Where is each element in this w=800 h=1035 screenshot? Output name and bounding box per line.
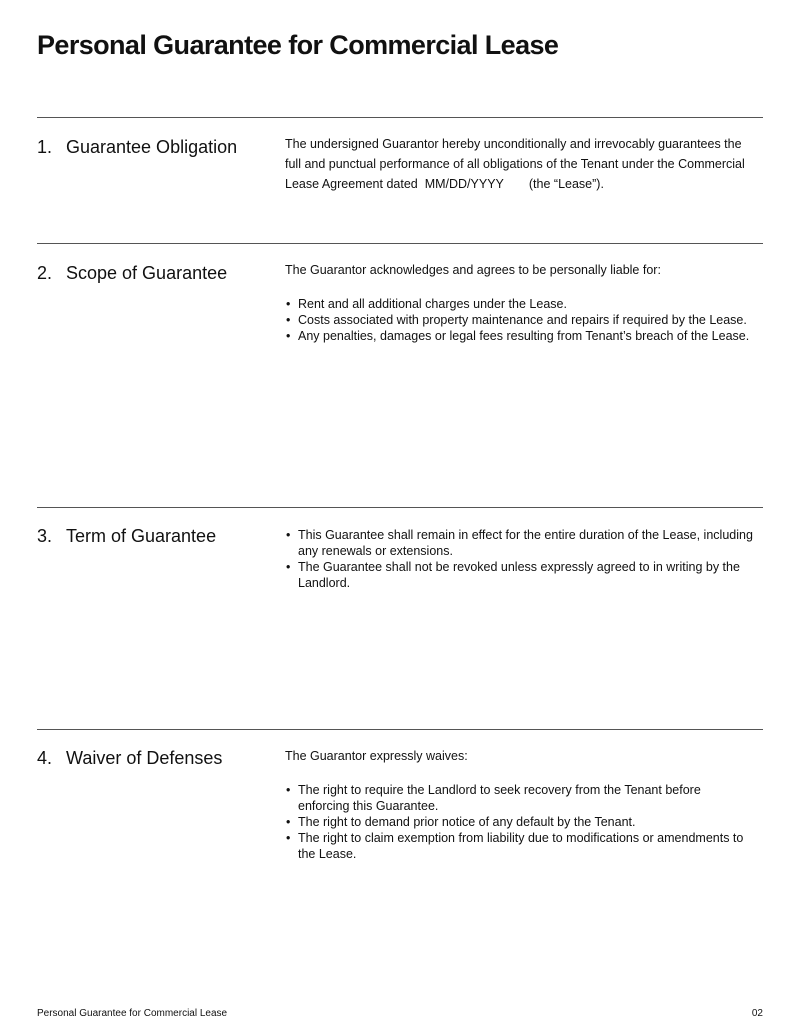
list-item: • The right to demand prior notice of any default by the Tenant.	[285, 814, 755, 830]
section-body	[285, 527, 755, 591]
list-item: • Rent and all additional charges under the Lease.	[285, 296, 755, 312]
bullet-list	[285, 527, 755, 591]
footer-title: Personal Guarantee for Commercial Lease	[37, 1008, 228, 1019]
bullet-list	[285, 296, 755, 344]
section-divider	[37, 243, 763, 244]
document-title: Personal Guarantee for Commercial Lease	[37, 30, 559, 60]
list-item: • Any penalties, damages or legal fees resulting from Tenant’s breach of the Lease.	[285, 328, 755, 344]
list-item: • The right to claim exemption from liability due to modifications or amendments to the Lease.	[285, 830, 755, 862]
section-number: 1.	[37, 137, 53, 157]
obligation-text-end: (the “Lease”).	[528, 177, 604, 191]
section-body	[285, 748, 755, 862]
list-item: • This Guarantee shall remain in effect for the entire duration of the Lease, including any renewals or extensions.	[285, 527, 755, 559]
page-number: 02	[751, 1008, 763, 1019]
section-lead: The Guarantor acknowledges and agrees to be personally liable for:	[285, 263, 661, 277]
section-divider	[37, 729, 763, 730]
obligation-text: The undersigned Guarantor hereby unconditionally and irrevocably guarantees the full and punctual performance of all obligations of the Tenant under the Commercial Lease Agreement dated	[285, 137, 745, 191]
section-number: 3.	[37, 526, 53, 546]
section-lead: The Guarantor expressly waives:	[285, 749, 468, 763]
section-number: 2.	[37, 263, 53, 283]
bullet-list	[285, 782, 755, 862]
lease-date-field: MM/DD/YYYY	[424, 177, 504, 191]
section-body	[285, 262, 755, 344]
section-number: 4.	[37, 748, 53, 768]
section-divider	[37, 507, 763, 508]
section-heading: Waiver of Defenses	[66, 748, 223, 768]
list-item: • The right to require the Landlord to seek recovery from the Tenant before enforcing this Guarantee.	[285, 782, 755, 814]
section-heading: Scope of Guarantee	[66, 263, 228, 283]
list-item: • Costs associated with property maintenance and repairs if required by the Lease.	[285, 312, 755, 328]
section-heading: Guarantee Obligation	[66, 137, 238, 157]
section-body	[285, 134, 755, 194]
list-item: • The Guarantee shall not be revoked unless expressly agreed to in writing by the Landlord.	[285, 559, 755, 591]
section-divider	[37, 117, 763, 118]
section-heading: Term of Guarantee	[66, 526, 217, 546]
